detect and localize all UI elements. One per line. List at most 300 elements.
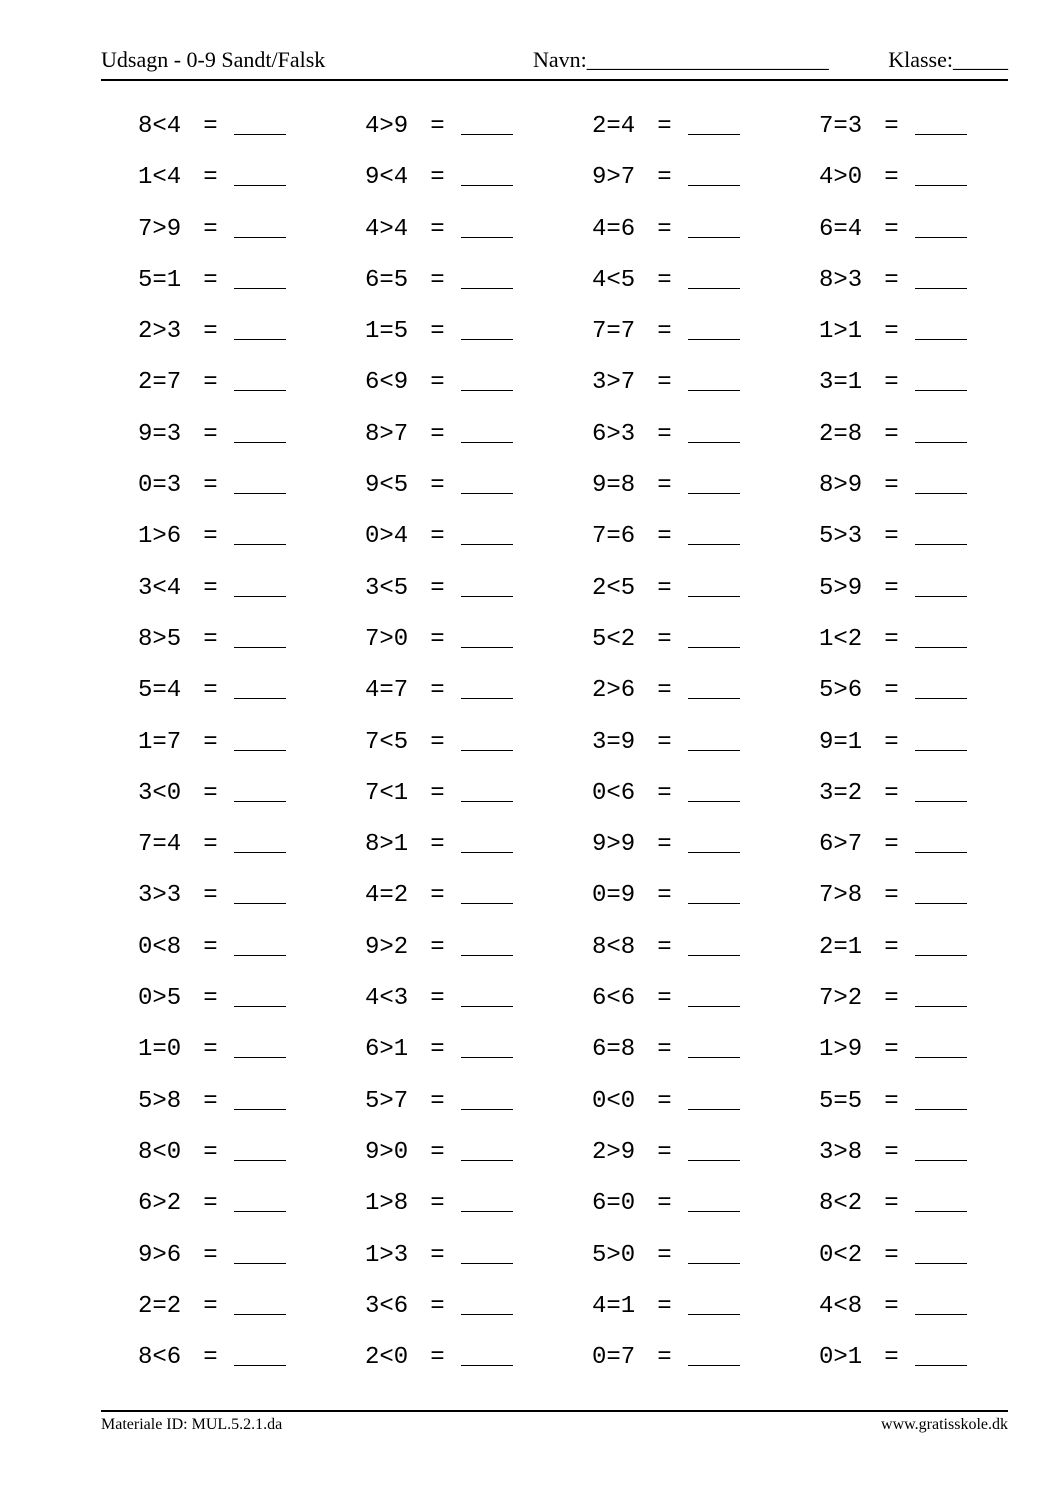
- statement-text: 1>8: [365, 1190, 409, 1218]
- answer-blank[interactable]: [915, 777, 967, 802]
- answer-blank[interactable]: [234, 623, 286, 648]
- equals-sign: =: [203, 266, 218, 294]
- answer-blank[interactable]: [688, 264, 740, 289]
- equals-sign: =: [430, 1138, 445, 1166]
- exercise-row: [138, 1136, 1008, 1187]
- answer-blank[interactable]: [688, 366, 740, 391]
- statement-text: 9<4: [365, 164, 409, 192]
- statement-text: 6>3: [592, 420, 636, 448]
- answer-blank[interactable]: [688, 1290, 740, 1315]
- answer-blank[interactable]: [915, 1085, 967, 1110]
- exercise-item: [819, 623, 967, 657]
- statement-text: 9>2: [365, 933, 409, 961]
- statement-text: 7>8: [819, 882, 863, 910]
- exercise-item: [592, 418, 740, 452]
- statement-text: 7>0: [365, 625, 409, 653]
- answer-blank[interactable]: [461, 366, 513, 391]
- answer-blank[interactable]: [915, 1290, 967, 1315]
- exercise-item: [365, 110, 513, 144]
- exercise-item: [365, 1136, 513, 1170]
- statement-text: 4=2: [365, 882, 409, 910]
- answer-blank[interactable]: [461, 1033, 513, 1058]
- equals-sign: =: [430, 779, 445, 807]
- statement-text: 8>5: [138, 625, 182, 653]
- statement-text: 1>6: [138, 523, 182, 551]
- answer-blank[interactable]: [688, 623, 740, 648]
- exercise-grid: [138, 110, 1008, 1392]
- answer-blank[interactable]: [234, 572, 286, 597]
- answer-blank[interactable]: [915, 315, 967, 340]
- exercise-row: [138, 982, 1008, 1033]
- statement-text: 6=0: [592, 1190, 636, 1218]
- answer-blank[interactable]: [915, 161, 967, 186]
- equals-sign: =: [657, 779, 672, 807]
- answer-blank[interactable]: [915, 1187, 967, 1212]
- answer-blank[interactable]: [461, 1136, 513, 1161]
- answer-blank[interactable]: [234, 366, 286, 391]
- answer-blank[interactable]: [915, 726, 967, 751]
- equals-sign: =: [884, 677, 899, 705]
- statement-text: 8<6: [138, 1344, 182, 1372]
- answer-blank[interactable]: [688, 418, 740, 443]
- equals-sign: =: [203, 1241, 218, 1269]
- footer-divider: [101, 1410, 1008, 1412]
- answer-blank[interactable]: [688, 982, 740, 1007]
- exercise-item: [819, 1136, 967, 1170]
- answer-blank[interactable]: [234, 213, 286, 238]
- answer-blank[interactable]: [234, 1187, 286, 1212]
- answer-blank[interactable]: [688, 931, 740, 956]
- equals-sign: =: [203, 1190, 218, 1218]
- answer-blank[interactable]: [234, 931, 286, 956]
- answer-blank[interactable]: [461, 1085, 513, 1110]
- equals-sign: =: [430, 625, 445, 653]
- exercise-item: [819, 931, 967, 965]
- exercise-item: [365, 879, 513, 913]
- exercise-item: [138, 213, 286, 247]
- equals-sign: =: [203, 933, 218, 961]
- equals-sign: =: [430, 1036, 445, 1064]
- equals-sign: =: [430, 1087, 445, 1115]
- exercise-item: [138, 931, 286, 965]
- answer-blank[interactable]: [461, 931, 513, 956]
- exercise-item: [592, 1033, 740, 1067]
- answer-blank[interactable]: [234, 726, 286, 751]
- equals-sign: =: [203, 215, 218, 243]
- statement-text: 1>9: [819, 1036, 863, 1064]
- equals-sign: =: [203, 1138, 218, 1166]
- exercise-item: [592, 315, 740, 349]
- exercise-item: [365, 418, 513, 452]
- answer-blank[interactable]: [688, 879, 740, 904]
- equals-sign: =: [657, 266, 672, 294]
- answer-blank[interactable]: [688, 777, 740, 802]
- answer-blank[interactable]: [461, 572, 513, 597]
- answer-blank[interactable]: [461, 1239, 513, 1264]
- equals-sign: =: [657, 523, 672, 551]
- equals-sign: =: [657, 831, 672, 859]
- statement-text: 5>7: [365, 1087, 409, 1115]
- answer-blank[interactable]: [234, 1239, 286, 1264]
- answer-blank[interactable]: [688, 572, 740, 597]
- answer-blank[interactable]: [234, 418, 286, 443]
- answer-blank[interactable]: [915, 264, 967, 289]
- equals-sign: =: [657, 1241, 672, 1269]
- exercise-item: [138, 1085, 286, 1119]
- exercise-row: [138, 1290, 1008, 1341]
- statement-text: 5=5: [819, 1087, 863, 1115]
- equals-sign: =: [657, 1087, 672, 1115]
- equals-sign: =: [203, 472, 218, 500]
- answer-blank[interactable]: [461, 1187, 513, 1212]
- answer-blank[interactable]: [688, 674, 740, 699]
- exercise-item: [365, 1033, 513, 1067]
- answer-blank[interactable]: [461, 213, 513, 238]
- exercise-row: [138, 264, 1008, 315]
- exercise-item: [819, 726, 967, 760]
- exercise-item: [138, 982, 286, 1016]
- statement-text: 8<8: [592, 933, 636, 961]
- statement-text: 8>3: [819, 266, 863, 294]
- exercise-item: [365, 520, 513, 554]
- answer-blank[interactable]: [234, 1341, 286, 1366]
- statement-text: 5>6: [819, 677, 863, 705]
- answer-blank[interactable]: [915, 418, 967, 443]
- exercise-item: [819, 982, 967, 1016]
- statement-text: 5=4: [138, 677, 182, 705]
- exercise-item: [138, 418, 286, 452]
- page-header: [101, 47, 1008, 77]
- exercise-item: [138, 879, 286, 913]
- exercise-item: [138, 726, 286, 760]
- answer-blank[interactable]: [234, 828, 286, 853]
- statement-text: 0<2: [819, 1241, 863, 1269]
- statement-text: 5=1: [138, 266, 182, 294]
- statement-text: 1<2: [819, 625, 863, 653]
- exercise-row: [138, 520, 1008, 571]
- answer-blank[interactable]: [688, 469, 740, 494]
- equals-sign: =: [203, 985, 218, 1013]
- answer-blank[interactable]: [461, 469, 513, 494]
- answer-blank[interactable]: [461, 982, 513, 1007]
- exercise-item: [592, 572, 740, 606]
- equals-sign: =: [430, 728, 445, 756]
- statement-text: 0<8: [138, 933, 182, 961]
- exercise-item: [592, 726, 740, 760]
- answer-blank[interactable]: [461, 674, 513, 699]
- exercise-item: [365, 1290, 513, 1324]
- answer-blank[interactable]: [915, 1136, 967, 1161]
- exercise-item: [365, 931, 513, 965]
- answer-blank[interactable]: [688, 828, 740, 853]
- answer-blank[interactable]: [688, 110, 740, 135]
- statement-text: 4<5: [592, 266, 636, 294]
- equals-sign: =: [203, 420, 218, 448]
- statement-text: 7=4: [138, 831, 182, 859]
- equals-sign: =: [657, 472, 672, 500]
- answer-blank[interactable]: [461, 879, 513, 904]
- answer-blank[interactable]: [234, 264, 286, 289]
- equals-sign: =: [203, 728, 218, 756]
- exercise-row: [138, 931, 1008, 982]
- equals-sign: =: [884, 625, 899, 653]
- answer-blank[interactable]: [461, 110, 513, 135]
- exercise-item: [592, 931, 740, 965]
- statement-text: 1>1: [819, 318, 863, 346]
- answer-blank[interactable]: [461, 828, 513, 853]
- exercise-item: [592, 161, 740, 195]
- answer-blank[interactable]: [234, 315, 286, 340]
- equals-sign: =: [203, 882, 218, 910]
- exercise-item: [138, 1341, 286, 1375]
- exercise-item: [819, 520, 967, 554]
- answer-blank[interactable]: [688, 1239, 740, 1264]
- statement-text: 9=3: [138, 420, 182, 448]
- equals-sign: =: [203, 1087, 218, 1115]
- exercise-item: [138, 1290, 286, 1324]
- answer-blank[interactable]: [688, 315, 740, 340]
- equals-sign: =: [657, 882, 672, 910]
- answer-blank[interactable]: [234, 1033, 286, 1058]
- statement-text: 4>0: [819, 164, 863, 192]
- statement-text: 4>9: [365, 113, 409, 140]
- exercise-item: [592, 1187, 740, 1221]
- exercise-item: [592, 982, 740, 1016]
- statement-text: 4>4: [365, 215, 409, 243]
- equals-sign: =: [657, 677, 672, 705]
- exercise-item: [819, 1085, 967, 1119]
- answer-blank[interactable]: [915, 1239, 967, 1264]
- answer-blank[interactable]: [915, 110, 967, 135]
- statement-text: 1=0: [138, 1036, 182, 1064]
- answer-blank[interactable]: [234, 674, 286, 699]
- equals-sign: =: [203, 523, 218, 551]
- equals-sign: =: [430, 1241, 445, 1269]
- answer-blank[interactable]: [915, 623, 967, 648]
- answer-blank[interactable]: [234, 1136, 286, 1161]
- exercise-item: [365, 315, 513, 349]
- exercise-item: [365, 1341, 513, 1375]
- exercise-item: [819, 777, 967, 811]
- exercise-item: [365, 572, 513, 606]
- exercise-row: [138, 1033, 1008, 1084]
- answer-blank[interactable]: [915, 572, 967, 597]
- statement-text: 2<5: [592, 574, 636, 602]
- answer-blank[interactable]: [915, 674, 967, 699]
- statement-text: 6<6: [592, 985, 636, 1013]
- answer-blank[interactable]: [688, 1187, 740, 1212]
- exercise-row: [138, 1239, 1008, 1290]
- statement-text: 7<1: [365, 779, 409, 807]
- statement-text: 7=7: [592, 318, 636, 346]
- exercise-item: [365, 726, 513, 760]
- answer-blank[interactable]: [688, 161, 740, 186]
- answer-blank[interactable]: [461, 418, 513, 443]
- answer-blank[interactable]: [461, 315, 513, 340]
- header-divider: [101, 79, 1008, 81]
- equals-sign: =: [430, 1344, 445, 1372]
- exercise-item: [592, 777, 740, 811]
- equals-sign: =: [657, 113, 672, 140]
- statement-text: 7<5: [365, 728, 409, 756]
- equals-sign: =: [884, 523, 899, 551]
- answer-blank[interactable]: [234, 1085, 286, 1110]
- exercise-row: [138, 418, 1008, 469]
- exercise-item: [138, 777, 286, 811]
- equals-sign: =: [884, 318, 899, 346]
- exercise-item: [819, 1341, 967, 1375]
- class-field-label: Klasse:_____: [888, 47, 1008, 72]
- answer-blank[interactable]: [461, 1341, 513, 1366]
- equals-sign: =: [203, 1344, 218, 1372]
- answer-blank[interactable]: [688, 1033, 740, 1058]
- statement-text: 9>7: [592, 164, 636, 192]
- equals-sign: =: [884, 1241, 899, 1269]
- statement-text: 2=8: [819, 420, 863, 448]
- statement-text: 8<4: [138, 113, 182, 140]
- exercise-row: [138, 366, 1008, 417]
- answer-blank[interactable]: [461, 161, 513, 186]
- exercise-item: [138, 161, 286, 195]
- answer-blank[interactable]: [234, 777, 286, 802]
- exercise-item: [819, 879, 967, 913]
- exercise-item: [819, 110, 967, 144]
- answer-blank[interactable]: [234, 110, 286, 135]
- equals-sign: =: [203, 779, 218, 807]
- answer-blank[interactable]: [915, 1033, 967, 1058]
- exercise-item: [365, 213, 513, 247]
- answer-blank[interactable]: [234, 1290, 286, 1315]
- answer-blank[interactable]: [688, 1341, 740, 1366]
- equals-sign: =: [203, 1292, 218, 1320]
- equals-sign: =: [657, 985, 672, 1013]
- exercise-item: [138, 110, 286, 144]
- answer-blank[interactable]: [688, 1136, 740, 1161]
- answer-blank[interactable]: [688, 1085, 740, 1110]
- equals-sign: =: [884, 1036, 899, 1064]
- exercise-item: [592, 469, 740, 503]
- statement-text: 9>0: [365, 1138, 409, 1166]
- statement-text: 8>1: [365, 831, 409, 859]
- equals-sign: =: [430, 677, 445, 705]
- answer-blank[interactable]: [234, 982, 286, 1007]
- equals-sign: =: [430, 472, 445, 500]
- answer-blank[interactable]: [688, 726, 740, 751]
- statement-text: 4<3: [365, 985, 409, 1013]
- equals-sign: =: [884, 215, 899, 243]
- statement-text: 3<6: [365, 1292, 409, 1320]
- statement-text: 2<0: [365, 1344, 409, 1372]
- page-footer: [101, 1416, 1008, 1438]
- exercise-item: [138, 1136, 286, 1170]
- answer-blank[interactable]: [234, 161, 286, 186]
- statement-text: 3<4: [138, 574, 182, 602]
- answer-blank[interactable]: [461, 623, 513, 648]
- answer-blank[interactable]: [915, 1341, 967, 1366]
- answer-blank[interactable]: [915, 879, 967, 904]
- answer-blank[interactable]: [461, 726, 513, 751]
- statement-text: 1>3: [365, 1241, 409, 1269]
- statement-text: 8<2: [819, 1190, 863, 1218]
- equals-sign: =: [430, 164, 445, 192]
- website-url: www.gratisskole.dk: [881, 1416, 1008, 1433]
- answer-blank[interactable]: [234, 879, 286, 904]
- equals-sign: =: [884, 420, 899, 448]
- equals-sign: =: [657, 1190, 672, 1218]
- answer-blank[interactable]: [688, 520, 740, 545]
- equals-sign: =: [657, 369, 672, 397]
- equals-sign: =: [203, 1036, 218, 1064]
- statement-text: 0>4: [365, 523, 409, 551]
- answer-blank[interactable]: [915, 828, 967, 853]
- statement-text: 5>8: [138, 1087, 182, 1115]
- equals-sign: =: [884, 882, 899, 910]
- equals-sign: =: [430, 574, 445, 602]
- equals-sign: =: [657, 1138, 672, 1166]
- answer-blank[interactable]: [234, 520, 286, 545]
- statement-text: 0<0: [592, 1087, 636, 1115]
- equals-sign: =: [884, 164, 899, 192]
- statement-text: 4=6: [592, 215, 636, 243]
- exercise-item: [365, 1239, 513, 1273]
- equals-sign: =: [203, 318, 218, 346]
- answer-blank[interactable]: [915, 213, 967, 238]
- statement-text: 0=9: [592, 882, 636, 910]
- answer-blank[interactable]: [461, 520, 513, 545]
- exercise-item: [592, 1136, 740, 1170]
- answer-blank[interactable]: [234, 469, 286, 494]
- equals-sign: =: [657, 215, 672, 243]
- exercise-item: [592, 1290, 740, 1324]
- statement-text: 1<4: [138, 164, 182, 192]
- statement-text: 0>5: [138, 985, 182, 1013]
- answer-blank[interactable]: [915, 366, 967, 391]
- answer-blank[interactable]: [915, 982, 967, 1007]
- answer-blank[interactable]: [461, 1290, 513, 1315]
- exercise-item: [819, 572, 967, 606]
- exercise-item: [138, 623, 286, 657]
- exercise-item: [819, 213, 967, 247]
- equals-sign: =: [657, 574, 672, 602]
- statement-text: 3<5: [365, 574, 409, 602]
- equals-sign: =: [657, 625, 672, 653]
- equals-sign: =: [657, 1292, 672, 1320]
- answer-blank[interactable]: [461, 777, 513, 802]
- exercise-item: [138, 264, 286, 298]
- exercise-item: [819, 161, 967, 195]
- equals-sign: =: [657, 318, 672, 346]
- equals-sign: =: [657, 728, 672, 756]
- exercise-row: [138, 879, 1008, 930]
- exercise-item: [592, 623, 740, 657]
- exercise-item: [819, 674, 967, 708]
- exercise-item: [819, 1239, 967, 1273]
- statement-text: 2=4: [592, 113, 636, 140]
- statement-text: 5>0: [592, 1241, 636, 1269]
- exercise-item: [138, 469, 286, 503]
- answer-blank[interactable]: [461, 264, 513, 289]
- answer-blank[interactable]: [915, 520, 967, 545]
- exercise-item: [138, 520, 286, 554]
- equals-sign: =: [657, 1036, 672, 1064]
- equals-sign: =: [884, 1190, 899, 1218]
- exercise-item: [138, 674, 286, 708]
- statement-text: 3=2: [819, 779, 863, 807]
- answer-blank[interactable]: [915, 931, 967, 956]
- answer-blank[interactable]: [688, 213, 740, 238]
- equals-sign: =: [884, 369, 899, 397]
- answer-blank[interactable]: [915, 469, 967, 494]
